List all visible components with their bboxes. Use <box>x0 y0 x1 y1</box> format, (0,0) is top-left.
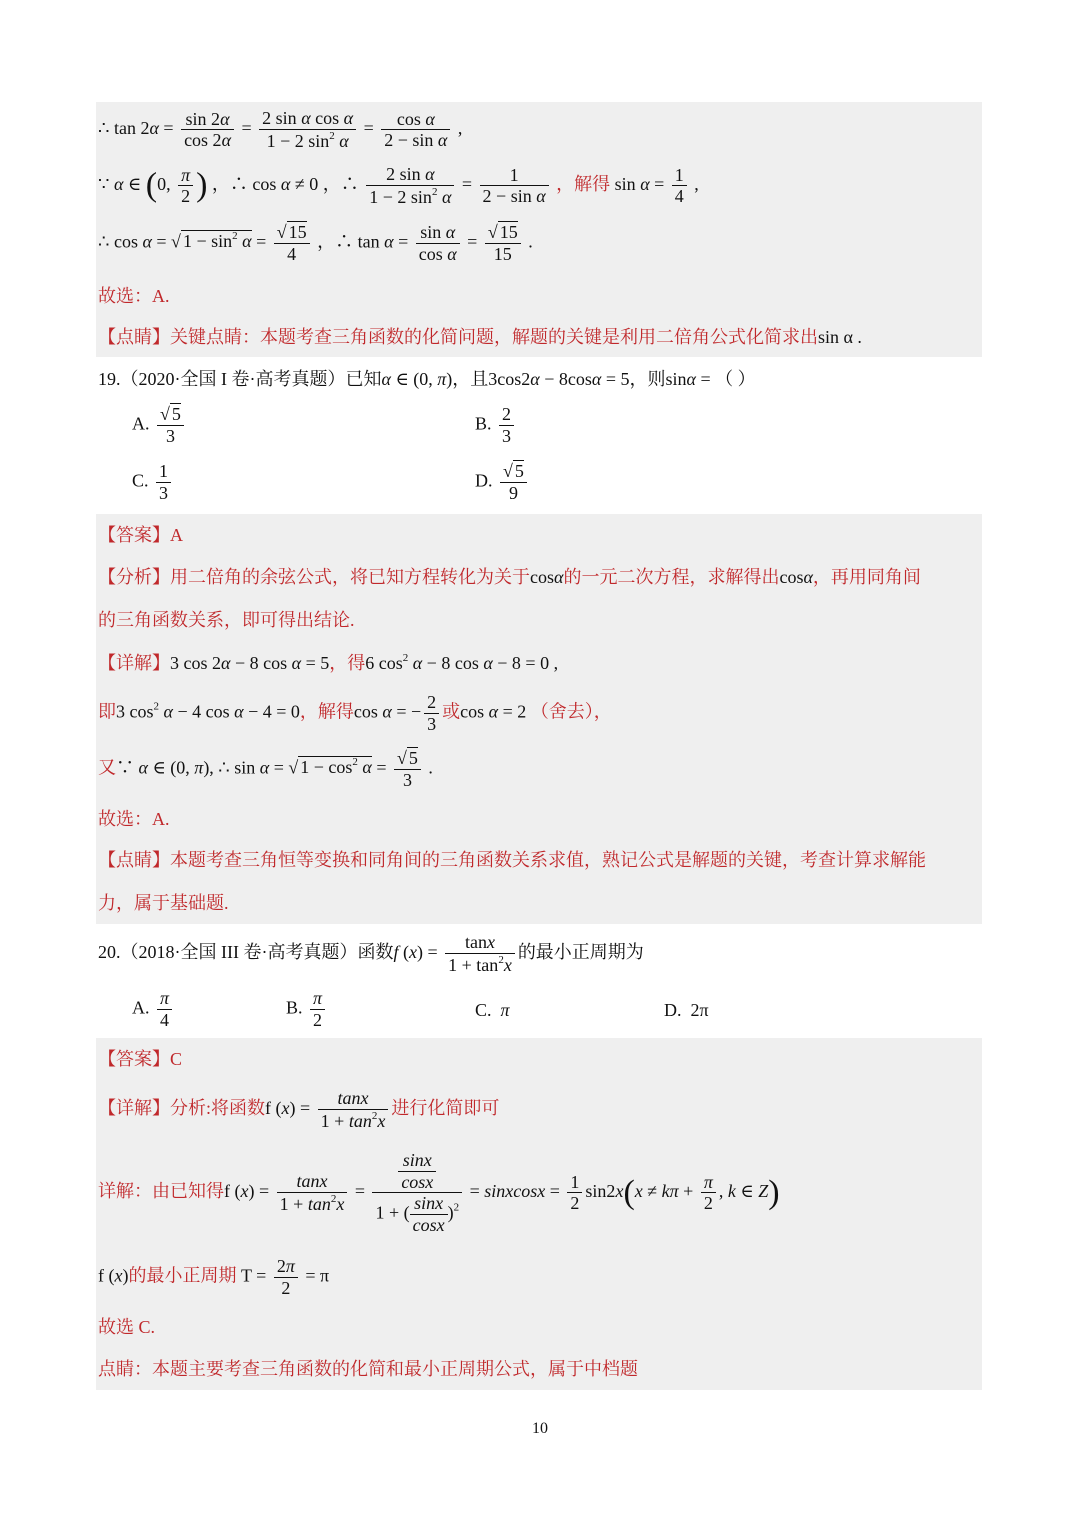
q18-choose: 故选：A. <box>98 286 170 306</box>
q19-stem: 19.（2020·全国 I 卷·高考真题）已知α ∈ (0, π)，且3cos2α − 8cosα = 5，则sinα = （ ） <box>98 369 756 389</box>
analysis-tag: 【分析】 <box>98 567 170 587</box>
option-value: $\frac{\pi}{4}$ <box>157 988 172 1030</box>
option-label: D. <box>475 470 493 491</box>
detail-text: ，得 <box>329 653 366 673</box>
comment-tag: 【点睛】 <box>98 327 170 347</box>
option-label: B. <box>475 413 492 434</box>
q19-answer <box>98 526 183 544</box>
option-label: D. <box>664 1000 682 1020</box>
option-label: B. <box>286 997 303 1018</box>
option-value: $\frac{√ 5}{3}$ <box>157 404 184 446</box>
q19-analysis-line2: 的三角函数关系，即可得出结论. <box>98 610 355 630</box>
q19-detail-line3: 又∵ α ∈ (0, π), ∴ sin α = √ $1 - \cos^2 \alpha$ = $\frac{√ 5}{3}$ . <box>98 748 433 790</box>
q19-comment-line1 <box>98 851 926 869</box>
q20-option-c[interactable] <box>475 1000 510 1021</box>
option-value: $\frac{\pi}{2}$ <box>310 988 325 1030</box>
analysis-text: 的一元二次方程，求解得出 <box>563 567 780 587</box>
detail-text: 分析:将函数 <box>170 1097 266 1118</box>
option-label: A. <box>132 413 150 434</box>
q19-source: （2020·全国 I 卷·高考真题） <box>120 369 346 389</box>
q20-detail-derivation: 详解：由已知得f (x) = $\frac{\tan x}{1 + \tan^2x}$ = $\frac{\sin x}{\cos x}$ 1 + ( $\frac{\sin x}{\cos x}$ )$^2$ = sinxcosx = $\frac{1}{2}$ sin2x(x ≠ kπ + $\frac{\pi}{2}$ , k ∈ Z) <box>98 1150 780 1236</box>
q19-option-b[interactable] <box>475 404 517 446</box>
q19-stem-prefix: 已知 <box>345 369 382 389</box>
detail-text: ，解得 <box>299 701 354 722</box>
comment-tail: sin α . <box>818 327 862 347</box>
q19-choose: 故选：A. <box>98 809 170 829</box>
answer-tag: 【答案】 <box>98 1049 170 1069</box>
q20-period: f (x)的最小正周期 T = $\frac{2\pi}{2}$ = π <box>98 1256 330 1298</box>
q19-detail-line1: 【详解】3 cos 2α − 8 cos α = 5，得6 $\cos^2 \alpha - 8$ cos α − 8 = 0 , <box>98 652 559 673</box>
q19-option-c[interactable] <box>132 461 174 503</box>
option-value: $\frac{1}{3}$ <box>156 461 171 503</box>
option-value: $\frac{2}{3}$ <box>499 404 514 446</box>
option-label: C. <box>475 1000 492 1020</box>
q18-comment <box>98 328 862 346</box>
formula-tan2a: ∴ tan 2α = $\frac{\sin 2\alpha}{\cos 2\alpha}$ = $\frac{\text{2 sin α cos α}}{1 - 2 \sin^2 \alpha}$ = $\frac{\text{cos α}}{\text{2 − sin α}}$ , <box>98 108 463 151</box>
q19-option-a[interactable] <box>132 404 187 446</box>
q19-number: 19. <box>98 369 121 389</box>
q20-number: 20. <box>98 941 121 962</box>
detail-tag: 【详解】 <box>98 653 170 673</box>
q20-source: （2018·全国 III 卷·高考真题） <box>120 941 358 962</box>
comment-text: 关键点睛：本题考查三角函数的化简问题，解题的关键是利用二倍角公式化简求出 <box>170 327 818 347</box>
detail-text: （舍去）， <box>530 701 612 722</box>
q20-option-d[interactable] <box>664 1000 709 1021</box>
option-value: 2π <box>690 1000 709 1020</box>
option-value: π <box>500 1000 510 1020</box>
detail-text: 或 <box>442 701 461 722</box>
option-value: $\frac{√ 5}{9}$ <box>500 461 527 503</box>
option-label: C. <box>132 470 149 491</box>
q20-stem: 20.（2018·全国 III 卷·高考真题）函数f (x) = $\frac{\tan x}{1 + \tan^2x}$ 的最小正周期为 <box>98 932 644 975</box>
detail-text: 进行化简即可 <box>391 1097 500 1118</box>
period-label: 的最小正周期 <box>128 1265 237 1286</box>
detail-text: 详解：由已知得 <box>98 1181 224 1201</box>
q20-choose: 故选 C. <box>98 1317 156 1337</box>
detail-tag: 【详解】 <box>98 1097 170 1118</box>
q20-option-a[interactable] <box>132 988 175 1030</box>
comment-text: 本题考查三角恒等变换和同角间的三角函数关系求值，熟记公式是解题的关键，考查计算求解能 <box>170 850 926 870</box>
page-number: 10 <box>532 1420 548 1437</box>
formula-alpha-range: ∵ α ∈ (0, $\frac{\pi}{2}$ ) ，∴ cos α ≠ 0 ，∴ $\frac{\text{2 sin α}}{1 - 2 \sin^2 \alpha}$ = $\frac{1}{\text{2 − sin α}}$ ，解得 sin α = $\frac{1}{4}$ , <box>98 164 699 207</box>
q19-comment-line2: 力，属于基础题. <box>98 893 229 913</box>
q20-stem-end: 的最小正周期为 <box>517 941 644 962</box>
q20-detail-analysis: 【详解】分析:将函数f (x) = $\frac{\tan x}{1 + \tan^2x}$ 进行化简即可 <box>98 1088 500 1131</box>
q20-option-b[interactable] <box>286 988 328 1030</box>
q19-stem-mid: ，且 <box>452 369 489 389</box>
detail-text: 即 <box>98 701 116 722</box>
q20-stem-prefix: 函数 <box>357 941 394 962</box>
q19-option-d[interactable] <box>475 461 530 503</box>
analysis-text: ，再用同角间 <box>812 567 921 587</box>
q20-answer <box>98 1050 182 1068</box>
q19-blank: （ ） <box>715 369 756 389</box>
answer-tag: 【答案】 <box>98 525 170 545</box>
option-label: A. <box>132 997 150 1018</box>
q19-analysis-line1: 【分析】用二倍角的余弦公式，将已知方程转化为关于cosα的一元二次方程，求解得出cosα，再用同角间 <box>98 567 921 587</box>
answer-value: A <box>170 525 183 545</box>
formula-cos-tan: ∴ cos α = √ $1 - \sin^2 \alpha$ = $\frac{√ 15}{4}$ ，∴ tan α = $\frac{\text{sin α}}{\text{cos α}}$ = $\frac{√ 15}{15}$ . <box>98 222 533 264</box>
detail-text: 又 <box>98 757 116 778</box>
answer-value: C <box>170 1049 183 1069</box>
q19-stem-end: ，则 <box>629 369 666 389</box>
comment-tag: 【点睛】 <box>98 850 170 870</box>
q19-detail-line2: 即3 $\cos^2 \alpha - 4$ cos α − 4 = 0，解得cos α = − $\frac{2}{3}$ 或cos α = 2 （舍去）， <box>98 692 612 734</box>
q20-comment: 点睛：本题主要考查三角函数的化简和最小正周期公式，属于中档题 <box>98 1359 638 1379</box>
analysis-text: 用二倍角的余弦公式，将已知方程转化为关于 <box>170 567 530 587</box>
